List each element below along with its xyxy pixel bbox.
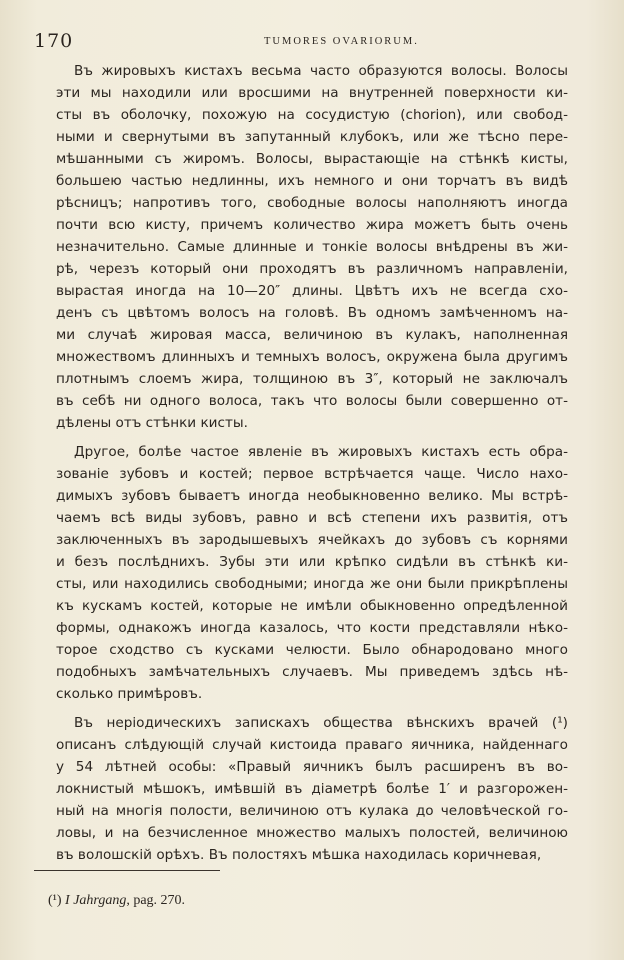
text-line: почти всю кисту, причемъ количество жира можетъ быть очень xyxy=(56,217,568,233)
text-line: и безъ послѣднихъ. Зубы эти или крѣпко сидѣли въ стѣнкѣ ки- xyxy=(56,554,568,570)
page-number: 170 xyxy=(34,30,74,52)
body-text xyxy=(56,60,568,873)
text-line: плотнымъ слоемъ жира, толщиною въ 3″, который не заключалъ xyxy=(56,371,568,387)
text-line: Въ жировыхъ кистахъ весьма часто образуются волосы. Волосы xyxy=(74,63,568,79)
footnote-marker: (¹) xyxy=(48,893,62,908)
text-line: эти мы находили или вросшими на внутренней поверхности ки- xyxy=(56,85,568,101)
text-line: димыхъ зубовъ бываетъ иногда необыкновенно велико. Мы встрѣ- xyxy=(56,488,568,504)
text-line: Въ неріодическихъ запискахъ общества вѣнскихъ врачей (¹) xyxy=(74,715,568,731)
text-line: формы, однакожъ иногда казалось, что кости представляли нѣко- xyxy=(56,620,568,636)
footnote-rule xyxy=(34,870,220,871)
text-line: рѣ, черезъ который они проходятъ въ различномъ направленіи, xyxy=(56,261,568,277)
text-line: локнистый мѣшокъ, имѣвшій въ діаметрѣ болѣе 1′ и разгорожен- xyxy=(56,781,568,797)
paragraph xyxy=(56,441,568,705)
text-line: мѣшанными съ жиромъ. Волосы, вырастающіе на стѣнкѣ кисты, xyxy=(56,151,568,167)
text-line: въ себѣ ни одного волоса, такъ что волосы были совершенно от- xyxy=(56,393,568,409)
text-line: сты, или находились свободными; иногда же они были прикрѣплены xyxy=(56,576,568,592)
text-line: рѣсницъ; напротивъ того, свободные волосы наполняютъ иногда xyxy=(56,195,568,211)
text-line: описанъ слѣдующій случай кистоида праваго яичника, найденнаго xyxy=(56,737,568,753)
text-line: множествомъ длинныхъ и темныхъ волосъ, окружена была другимъ xyxy=(56,349,568,365)
text-line: дѣлены отъ стѣнки кисты. xyxy=(56,415,248,431)
text-line: вырастая иногда на 10—20″ длины. Цвѣтъ ихъ не всегда схо- xyxy=(56,283,568,299)
text-line: ными и свернутыми въ запутанный клубокъ, или же тѣсно пере- xyxy=(56,129,568,145)
text-line: у 54 лѣтней особы: «Правый яичникъ былъ расширенъ въ во- xyxy=(56,759,568,775)
text-line: ный на многія полости, величиною отъ кулака до человѣческой го- xyxy=(56,803,568,819)
footnote-source: I Jahrgang xyxy=(65,893,127,908)
text-line: заключенныхъ въ зародышевыхъ ячейкахъ до зубовъ съ корнями xyxy=(56,532,568,548)
text-line: ловы, и на безчисленное множество малыхъ полостей, величиною xyxy=(56,825,568,841)
text-line: сколько примѣровъ. xyxy=(56,686,203,702)
footnote-page: , pag. 270. xyxy=(126,893,186,908)
text-line: подобныхъ замѣчательныхъ случаевъ. Мы приведемъ здѣсь нѣ- xyxy=(56,664,568,680)
running-title: TUMORES OVARIORUM. xyxy=(264,36,419,47)
running-head xyxy=(34,30,590,54)
paragraph xyxy=(56,60,568,434)
footnote xyxy=(48,893,185,909)
paragraph xyxy=(56,712,568,866)
text-line: торое сходство съ кусками челюсти. Было обнародовано много xyxy=(56,642,568,658)
text-line: къ кускамъ костей, которые не имѣли обыкновенно опредѣленной xyxy=(56,598,568,614)
text-line: ми случаѣ жировая масса, величиною въ кулакъ, наполненная xyxy=(56,327,568,343)
text-line: Другое, болѣе частое явленіе въ жировыхъ кистахъ есть обра- xyxy=(74,444,568,460)
text-line: денъ съ цвѣтомъ волосъ на головѣ. Въ одномъ замѣченномъ на- xyxy=(56,305,568,321)
text-line: въ волошскій орѣхъ. Въ полостяхъ мѣшка находилась коричневая, xyxy=(56,847,542,863)
text-line: незначительно. Самые длинные и тонкіе волосы внѣдрены въ жи- xyxy=(56,239,568,255)
text-line: чаемъ всѣ виды зубовъ, равно и всѣ степени ихъ развитія, отъ xyxy=(56,510,568,526)
text-line: сты въ оболочку, похожую на сосудистую (chorion), или свобод- xyxy=(56,107,568,123)
text-line: большею частью недлинны, ихъ немного и они торчатъ въ видѣ xyxy=(56,173,568,189)
text-line: зованіе зубовъ и костей; первое встрѣчается чаще. Число нахо- xyxy=(56,466,568,482)
